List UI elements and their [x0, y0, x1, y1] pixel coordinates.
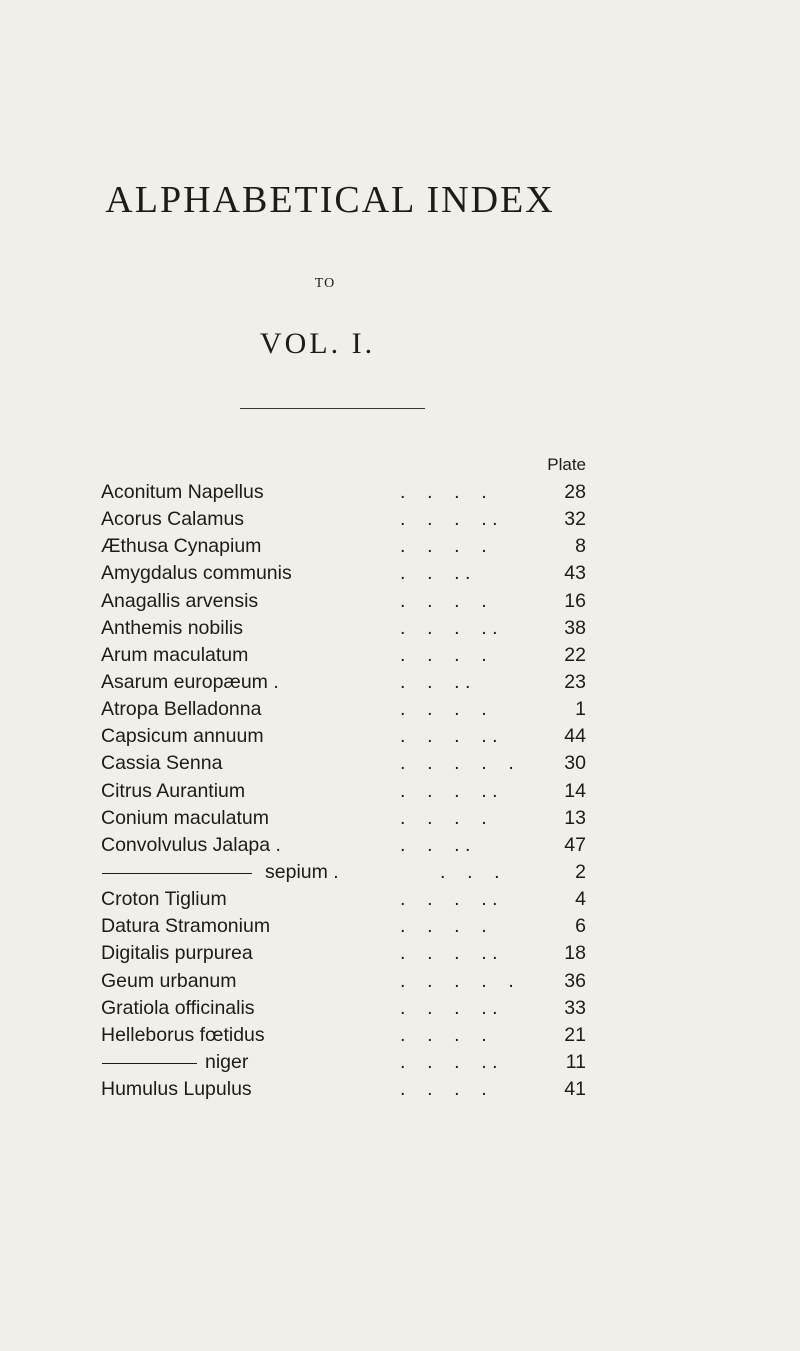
- index-entry: [0, 1049, 800, 1076]
- page-title: ALPHABETICAL INDEX: [105, 179, 555, 221]
- leader-dots: . . . .: [400, 589, 487, 612]
- plate-number: 6: [575, 915, 586, 938]
- index-entry: [0, 859, 800, 886]
- entry-name: Capsicum annuum: [101, 725, 264, 748]
- leader-dots: . . . . .: [400, 725, 498, 748]
- leader-dots: . . . . .: [400, 616, 498, 639]
- plate-number: 21: [564, 1023, 586, 1046]
- entry-name: sepium .: [265, 860, 339, 883]
- subtitle-to: TO: [314, 276, 336, 291]
- index-list: [0, 479, 800, 1103]
- leader-dots: . . . .: [400, 670, 471, 693]
- leader-dots: . . . .: [400, 481, 487, 503]
- plate-number: 38: [564, 616, 586, 639]
- plate-number: 18: [564, 942, 586, 965]
- entry-name: Anthemis nobilis: [101, 616, 243, 639]
- ditto-dash: [102, 873, 252, 874]
- index-entry: [0, 669, 800, 696]
- plate-number: 11: [565, 1050, 586, 1073]
- index-entry: [0, 750, 800, 777]
- volume-label: VOL. I.: [259, 327, 376, 360]
- index-entry: [0, 832, 800, 859]
- index-entry: [0, 588, 800, 615]
- entry-name: Acorus Calamus: [101, 508, 245, 531]
- entry-name: Citrus Aurantium: [101, 779, 246, 802]
- index-entry: [0, 805, 800, 832]
- leader-dots: . . . . .: [400, 888, 498, 911]
- index-entry: [0, 940, 800, 967]
- index-entry: [0, 968, 800, 995]
- leader-dots: . . . .: [400, 806, 487, 829]
- entry-name: Anagallis arvensis: [101, 589, 259, 612]
- index-entry: [0, 886, 800, 913]
- index-entry: [0, 995, 800, 1022]
- plate-number: 2: [575, 860, 586, 883]
- leader-dots: . . . .: [400, 1023, 487, 1046]
- plate-number: 1: [575, 698, 586, 721]
- leader-dots: . . .: [440, 860, 500, 883]
- plate-number: 30: [564, 752, 586, 775]
- entry-name: Digitalis purpurea: [101, 942, 253, 965]
- entry-name: Geum urbanum: [101, 969, 237, 992]
- plate-number: 16: [564, 589, 586, 612]
- plate-number: 41: [564, 1078, 586, 1101]
- plate-number: 44: [564, 725, 586, 748]
- leader-dots: . . . .: [400, 643, 487, 666]
- index-entry: [0, 778, 800, 805]
- plate-number: 22: [564, 643, 586, 666]
- leader-dots: . . . . .: [400, 996, 498, 1019]
- index-entry: [0, 696, 800, 723]
- leader-dots: . . . .: [400, 1078, 487, 1101]
- entry-name: Conium maculatum: [101, 806, 269, 829]
- plate-number: 4: [575, 888, 586, 911]
- entry-name: Amygdalus communis: [101, 562, 292, 585]
- entry-name: Helleborus fœtidus: [101, 1023, 265, 1046]
- plate-number: 8: [575, 535, 586, 558]
- leader-dots: . . . .: [400, 535, 487, 558]
- plate-number: 14: [564, 779, 586, 802]
- entry-name: Gratiola officinalis: [101, 996, 255, 1019]
- entry-name: Atropa Belladonna: [101, 698, 262, 721]
- entry-name: niger: [205, 1050, 249, 1073]
- entry-name: Asarum europæum .: [101, 670, 279, 693]
- plate-number: 13: [564, 806, 586, 829]
- index-entry: [0, 615, 800, 642]
- index-entry: [0, 642, 800, 669]
- index-entry: [0, 1022, 800, 1049]
- leader-dots: . . . . .: [400, 752, 514, 775]
- leader-dots: . . . . .: [400, 1050, 498, 1073]
- leader-dots: . . . . .: [400, 779, 498, 802]
- leader-dots: . . . . .: [400, 508, 498, 531]
- leader-dots: . . . .: [400, 698, 487, 721]
- entry-name: Convolvulus Jalapa .: [101, 833, 281, 856]
- leader-dots: . . . . .: [400, 942, 498, 965]
- index-entry: [0, 560, 800, 587]
- index-entry: [0, 1076, 800, 1103]
- leader-dots: . . . . .: [400, 969, 514, 992]
- plate-number: 28: [564, 481, 586, 503]
- entry-name: Datura Stramonium: [101, 915, 271, 938]
- entry-name: Aconitum Napellus: [101, 481, 264, 503]
- index-entry: [0, 479, 800, 506]
- plate-number: 23: [564, 670, 586, 693]
- entry-name: Humulus Lupulus: [101, 1078, 252, 1101]
- plate-number: 32: [564, 508, 586, 531]
- entry-name: Cassia Senna: [101, 752, 223, 775]
- plate-number: 43: [564, 562, 586, 585]
- entry-name: Arum maculatum: [101, 643, 249, 666]
- plate-column-header: Plate: [547, 455, 586, 474]
- entry-name: Croton Tiglium: [101, 888, 227, 911]
- ditto-dash: [102, 1063, 197, 1064]
- plate-number: 33: [564, 996, 586, 1019]
- plate-number: 36: [564, 969, 586, 992]
- plate-number: 47: [564, 833, 586, 856]
- entry-name: Æthusa Cynapium: [101, 535, 262, 558]
- divider-rule: [240, 408, 425, 409]
- leader-dots: . . . .: [400, 833, 471, 856]
- index-entry: [0, 913, 800, 940]
- leader-dots: . . . .: [400, 562, 471, 585]
- index-entry: [0, 533, 800, 560]
- leader-dots: . . . .: [400, 915, 487, 938]
- index-entry: [0, 506, 800, 533]
- index-entry: [0, 723, 800, 750]
